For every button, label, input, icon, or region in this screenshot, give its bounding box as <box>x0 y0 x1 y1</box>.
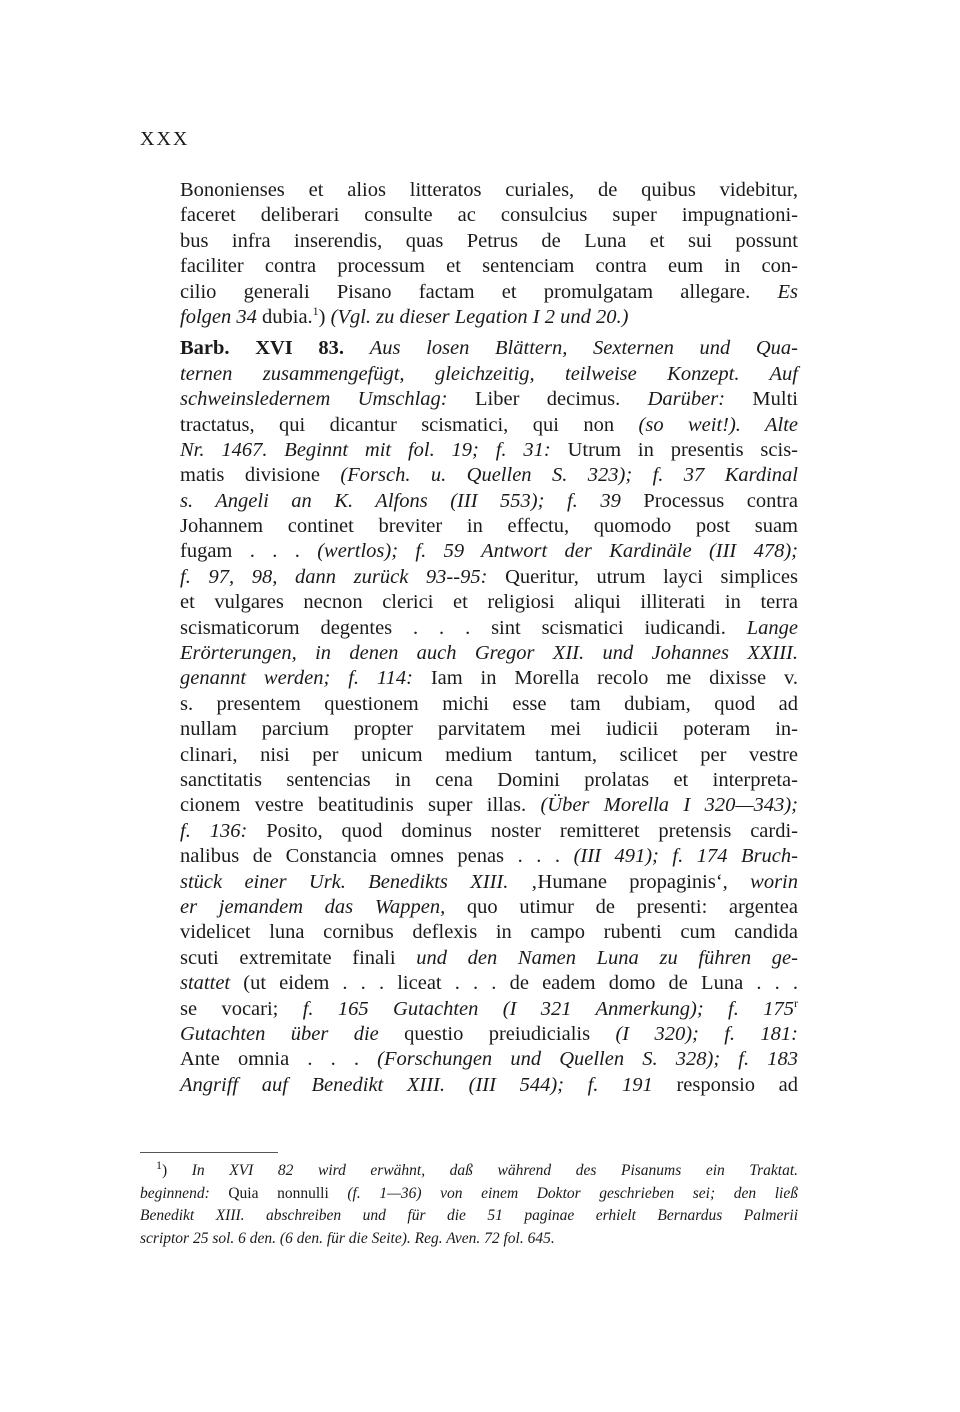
italic-text: f. 136: <box>180 819 267 842</box>
text-run: bus infra inserendis, quas Petrus de Luna et sui possunt <box>180 229 798 252</box>
text-run: nalibus de Constancia omnes penas . . . <box>180 845 574 868</box>
italic-text: scriptor 25 sol. 6 den. (6 den. für die Seite). Reg. Aven. 72 fol. 645. <box>140 1230 555 1248</box>
italic-text: er jemandem das Wappen, <box>180 895 467 918</box>
footnote-line <box>140 1183 798 1206</box>
text-run: nullam parcium propter parvitatem mei iudicii poteram in- <box>180 718 798 741</box>
italic-text: genannt werden; f. 114: <box>180 667 431 690</box>
body-text <box>180 178 798 1098</box>
italic-text: schweinsledernem Umschlag: <box>180 388 476 411</box>
text-run: videlicet luna cornibus deflexis in campo rubenti cum candida <box>180 921 798 944</box>
text-line <box>180 565 798 590</box>
italic-text: beginnend: <box>140 1184 229 1202</box>
text-run: Iam in Morella recolo me dixisse v. <box>430 667 798 690</box>
text-run: ‚Humane propaginis‘, <box>530 870 751 893</box>
text-line <box>180 590 798 615</box>
text-line <box>180 514 798 539</box>
text-run: Quia nonnulli <box>228 1184 348 1202</box>
italic-text: worin <box>750 870 798 893</box>
text-run: responsio ad <box>676 1073 798 1096</box>
text-line <box>180 844 798 869</box>
italic-text: In XVI 82 wird erwähnt, daß während des Pisanums ein Traktat. <box>191 1162 798 1179</box>
text-line <box>180 743 798 768</box>
text-run: (ut eidem . . . liceat . . . de eadem domo de Luna . . . <box>230 972 798 995</box>
italic-text: (III 491); f. 174 Bruch- <box>573 845 798 868</box>
italic-text: (wertlos); f. 59 Antwort der Kardinäle (III 478); <box>317 540 799 563</box>
text-run: questio preiudicialis <box>404 1022 616 1045</box>
text-run: se vocari; <box>180 997 303 1020</box>
text-line <box>180 946 798 971</box>
italic-text: (Forsch. u. Quellen S. 323); f. 37 Kardinal <box>340 464 799 487</box>
text-line <box>180 666 798 691</box>
text-line <box>180 438 798 463</box>
italic-text: Angriff auf Benedikt XIII. (III 544); f. 191 <box>180 1073 677 1096</box>
footnote-marker: 1 <box>156 1157 162 1172</box>
text-line <box>180 895 798 920</box>
text-line <box>180 254 798 279</box>
text-run: Queritur, utrum layci simplices <box>505 565 798 588</box>
italic-text: (Vgl. zu dieser Legation I 2 und 20.) <box>330 305 629 328</box>
text-run: Processus contra <box>643 489 798 512</box>
text-run: Posito, quod dominus noster remitteret pretensis cardi- <box>266 819 798 842</box>
italic-text: Darüber: <box>647 388 753 411</box>
text-run: et vulgares necnon clerici et religiosi aliqui illiterati in terra <box>180 591 798 614</box>
italic-text: Lange <box>746 616 798 639</box>
italic-text: Aus losen Blättern, Sexternen und Qua- <box>369 337 798 360</box>
footnote-line <box>140 1228 798 1251</box>
text-line <box>180 717 798 742</box>
italic-text: folgen 34 <box>180 305 257 328</box>
italic-text: (Über Morella I 320—343); <box>540 794 798 817</box>
text-line <box>180 387 798 412</box>
text-line <box>180 819 798 844</box>
text-line <box>180 641 798 666</box>
footnote-marker: 1 <box>312 304 319 319</box>
text-run <box>344 337 370 359</box>
text-run: Utrum in presentis scis- <box>567 438 799 461</box>
footnote-separator <box>140 1152 278 1153</box>
text-line <box>180 280 798 305</box>
text-line <box>180 971 798 996</box>
text-line <box>180 203 798 228</box>
text-run: Johannem continet breviter in effectu, quomodo post suam <box>180 515 798 538</box>
text-run: quo utimur de presenti: argentea <box>466 895 798 918</box>
text-run: dubia. <box>256 305 313 328</box>
text-run: faceret deliberari consulte ac consulcius super impugnationi- <box>180 204 798 227</box>
text-run: scismaticorum degentes . . . sint scismatici iudicandi. <box>180 616 747 639</box>
footnote-line <box>140 1157 798 1183</box>
text-line <box>180 768 798 793</box>
italic-text: stattet <box>180 972 231 995</box>
italic-text: f. 97, 98, dann zurück 93--95: <box>180 565 506 588</box>
text-line <box>180 997 798 1022</box>
text-run: ) <box>318 305 331 328</box>
page-number: XXX <box>140 128 190 150</box>
text-run: Ante omnia . . . <box>180 1048 378 1071</box>
italic-text: Gutachten über die <box>180 1022 405 1045</box>
text-run: cilio generali Pisano factam et promulgatam allegare. <box>180 280 778 303</box>
italic-text: s. Angeli an K. Alfons (III 553); f. 39 <box>180 489 644 512</box>
italic-text: f. 165 Gutachten (I 321 Anmerkung); f. 175 <box>302 997 794 1020</box>
text-line <box>180 336 798 361</box>
text-line <box>180 305 798 330</box>
italic-text: (Forschungen und Quellen S. 328); f. 183 <box>377 1048 799 1071</box>
text-run: Multi <box>752 388 798 411</box>
text-line <box>180 616 798 641</box>
italic-text: (so weit!). Alte <box>638 413 798 436</box>
text-line <box>180 793 798 818</box>
bold-text: Barb. XVI 83. <box>180 337 345 360</box>
italic-text: Erörterungen, in denen auch Gregor XII. und Johannes XXIII. <box>180 642 798 665</box>
footnote-line <box>140 1205 798 1228</box>
text-run: scuti extremitate finali <box>180 946 417 969</box>
text-line <box>180 1022 798 1047</box>
text-run: s. presentem questionem michi esse tam dubiam, quod ad <box>180 692 798 715</box>
text-run: faciliter contra processum et sentenciam contra eum in con- <box>180 255 798 278</box>
text-line <box>180 1047 798 1072</box>
text-line <box>180 870 798 895</box>
text-line <box>180 463 798 488</box>
text-line <box>180 692 798 717</box>
text-run: sanctitatis sentencias in cena Domini prolatas et interpreta- <box>180 768 798 791</box>
italic-text: Nr. 1467. Beginnt mit fol. 19; f. 31: <box>180 438 568 461</box>
footnotes <box>140 1157 798 1251</box>
text-line <box>180 362 798 387</box>
text-run: clinari, nisi per unicum medium tantum, scilicet per vestre <box>180 743 798 766</box>
text-run: cionem vestre beatitudinis super illas. <box>180 794 541 817</box>
italic-text: Es <box>777 280 798 303</box>
text-run: Bononienses et alios litteratos curiales, de quibus videbitur, <box>180 179 798 201</box>
text-run: fugam . . . <box>180 540 318 563</box>
footnote-marker: r <box>793 995 798 1010</box>
italic-text: Benedikt XIII. abschreiben und für die 51 paginae erhielt Bernardus Palmerii <box>140 1207 798 1225</box>
italic-text: stück einer Urk. Benedikts XIII. <box>180 870 531 893</box>
italic-text: (I 320); f. 181: <box>615 1022 799 1045</box>
text-line <box>180 539 798 564</box>
text-run: ) <box>162 1162 192 1179</box>
italic-text: (f. 1—36) von einem Doktor geschrieben sei; den ließ <box>347 1184 798 1202</box>
italic-text: und den Namen Luna zu führen ge- <box>416 946 798 969</box>
text-line <box>180 229 798 254</box>
text-run: Liber decimus. <box>475 388 648 411</box>
text-line <box>180 413 798 438</box>
text-run: tractatus, qui dicantur scismatici, qui non <box>180 413 639 436</box>
text-line <box>180 178 798 203</box>
text-line <box>180 920 798 945</box>
italic-text: ternen zusammengefügt, gleichzeitig, teilweise Konzept. Auf <box>180 362 798 385</box>
text-run: matis divisione <box>180 464 341 487</box>
text-line <box>180 1073 798 1098</box>
text-line <box>180 489 798 514</box>
